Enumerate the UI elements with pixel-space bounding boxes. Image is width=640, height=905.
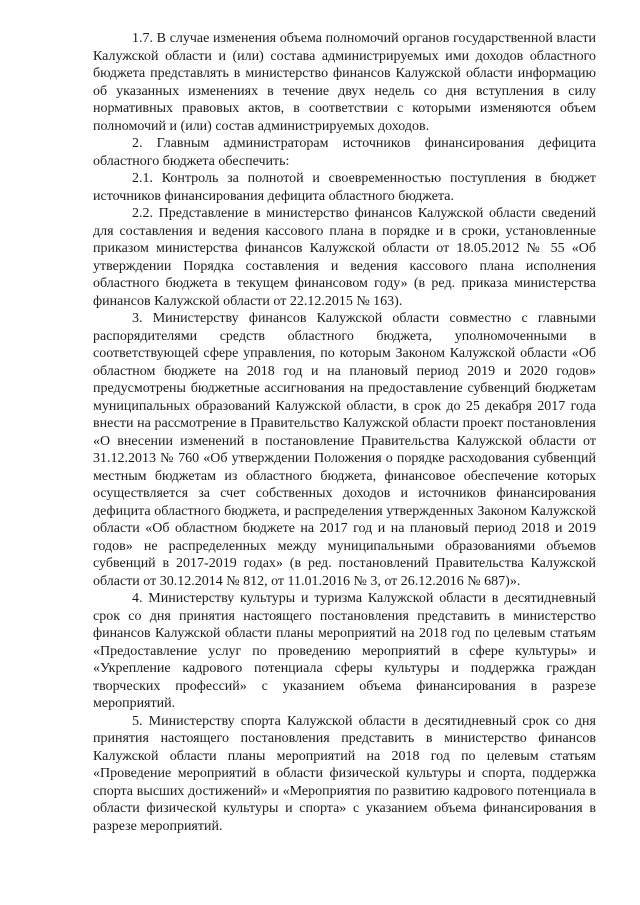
paragraph-1-7: 1.7. В случае изменения объема полномочий органов государственной власти Калужской области и (или) состава администрируемых ими доходов областного бюджета представлять в министерство финансов Калужской области информацию об указанных изменениях в течение двух недель со дня вступления в силу нормативных правовых актов, в соответствии с которыми изменяются объем полномочий и (или) состав администрируемых доходов. xyxy=(93,31,596,134)
document-body xyxy=(93,30,596,835)
paragraph-3: 3. Министерству финансов Калужской области совместно с главными распорядителями средств областного бюджета, уполномоченными в соответствующей сфере управления, по которым Законом Калужской области «Об областном бюджете на 2018 год и на плановый период 2019 и 2020 годов» предусмотрены бюджетные ассигнования на предоставление субвенций бюджетам муниципальных образований Калужской области, в срок до 25 декабря 2017 года внести на рассмотрение в Правительство Калужской области проект постановления «О внесении изменений в постановление Правительства Калужской области от 31.12.2013 № 760 «Об утверждении Положения о порядке расходования субвенций местным бюджетам из областного бюджета, финансовое обеспечение которых осуществляется за счет собственных доходов и источников финансирования дефицита областного бюджета, и распределения утвержденных Законом Калужской области «Об областном бюджете на 2017 год и на плановый период 2018 и 2019 годов» не распределенных между муниципальными образованиями объемов субвенций в 2017-2019 годах» (в ред. постановлений Правительства Калужской области от 30.12.2014 № 812, от 11.01.2016 № 3, от 26.12.2016 № 687)». xyxy=(93,311,596,589)
paragraph-5: 5. Министерству спорта Калужской области в десятидневный срок со дня принятия настоящего постановления представить в министерство финансов Калужской области планы мероприятий на 2018 год по целевым статьям «Проведение мероприятий в области физической культуры и спорта, поддержка спорта высших достижений» и «Мероприятия по развитию кадрового потенциала в области физической культуры и спорта» с указанием объема финансирования в разрезе мероприятий. xyxy=(93,713,596,834)
paragraph-2-1: 2.1. Контроль за полнотой и своевременностью поступления в бюджет источников финансирования дефицита областного бюджета. xyxy=(93,171,596,204)
paragraph-2-2: 2.2. Представление в министерство финансов Калужской области сведений для составления и ведения кассового плана в порядке и в сроки, установленные приказом министерства финансов Калужской области от 18.05.2012 № 55 «Об утверждении Порядка составления и ведения кассового плана исполнения областного бюджета в текущем финансовом году» (в ред. приказа министерства финансов Калужской области от 22.12.2015 № 163). xyxy=(93,206,596,309)
paragraph-4: 4. Министерству культуры и туризма Калужской области в десятидневный срок со дня принятия настоящего постановления представить в министерство финансов Калужской области планы мероприятий на 2018 год по целевым статьям «Предоставление услуг по проведению мероприятий в сфере культуры» и «Укрепление кадрового потенциала сферы культуры и поддержка граждан творческих профессий» с указанием объема финансирования в разрезе мероприятий. xyxy=(93,591,596,711)
paragraph-2: 2. Главным администраторам источников финансирования дефицита областного бюджета обеспечить: xyxy=(93,136,596,169)
